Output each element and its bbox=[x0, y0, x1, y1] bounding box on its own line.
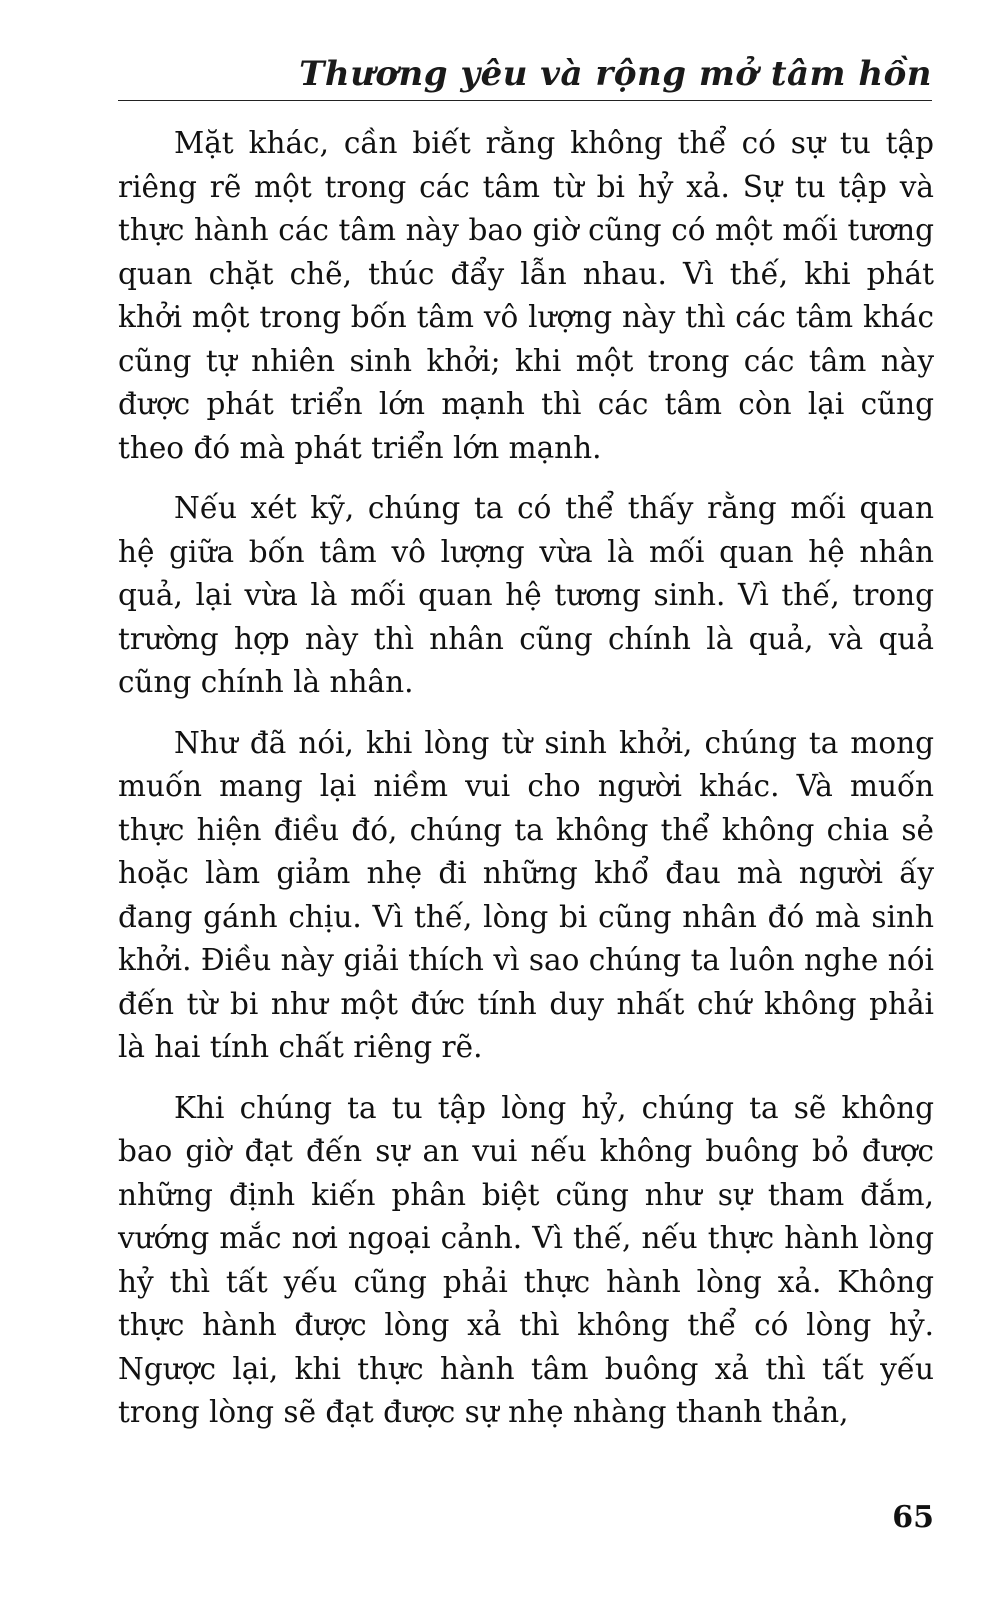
running-header-title: Thương yêu và rộng mở tâm hồn bbox=[299, 54, 932, 94]
paragraph: Mặt khác, cần biết rằng không thể có sự tu tập riêng rẽ một trong các tâm từ bi hỷ xả. Sự tu tập và thực hành các tâm này bao giờ cũng có một mối tương quan chặt chẽ, thúc đẩy lẫn nhau. Vì thế, khi phát khởi một trong bốn tâm vô lượng này thì các tâm khác cũng tự nhiên sinh khởi; khi một trong các tâm này được phát triển lớn mạnh thì các tâm còn lại cũng theo đó mà phát triển lớn mạnh. bbox=[118, 126, 934, 465]
paragraph: Khi chúng ta tu tập lòng hỷ, chúng ta sẽ không bao giờ đạt đến sự an vui nếu không buông bỏ được những định kiến phân biệt cũng như sự tham đắm, vướng mắc nơi ngoại cảnh. Vì thế, nếu thực hành lòng hỷ thì tất yếu cũng phải thực hành lòng xả. Không thực hành được lòng xả thì không thể có lòng hỷ. Ngược lại, khi thực hành tâm buông xả thì tất yếu trong lòng sẽ đạt được sự nhẹ nhàng thanh thản, bbox=[118, 1090, 934, 1429]
paragraph: Nếu xét kỹ, chúng ta có thể thấy rằng mối quan hệ giữa bốn tâm vô lượng vừa là mối quan hệ nhân quả, lại vừa là mối quan hệ tương sinh. Vì thế, trong trường hợp này thì nhân cũng chính là quả, và quả cũng chính là nhân. bbox=[118, 491, 934, 699]
body-text bbox=[118, 122, 934, 1452]
page-number: 65 bbox=[892, 1500, 934, 1535]
paragraph: Như đã nói, khi lòng từ sinh khởi, chúng ta mong muốn mang lại niềm vui cho người khác. Và muốn thực hiện điều đó, chúng ta không thể không chia sẻ hoặc làm giảm nhẹ đi những khổ đau mà người ấy đang gánh chịu. Vì thế, lòng bi cũng nhân đó mà sinh khởi. Điều này giải thích vì sao chúng ta luôn nghe nói đến từ bi như một đức tính duy nhất chứ không phải là hai tính chất riêng rẽ. bbox=[118, 725, 934, 1064]
running-header bbox=[118, 52, 932, 101]
